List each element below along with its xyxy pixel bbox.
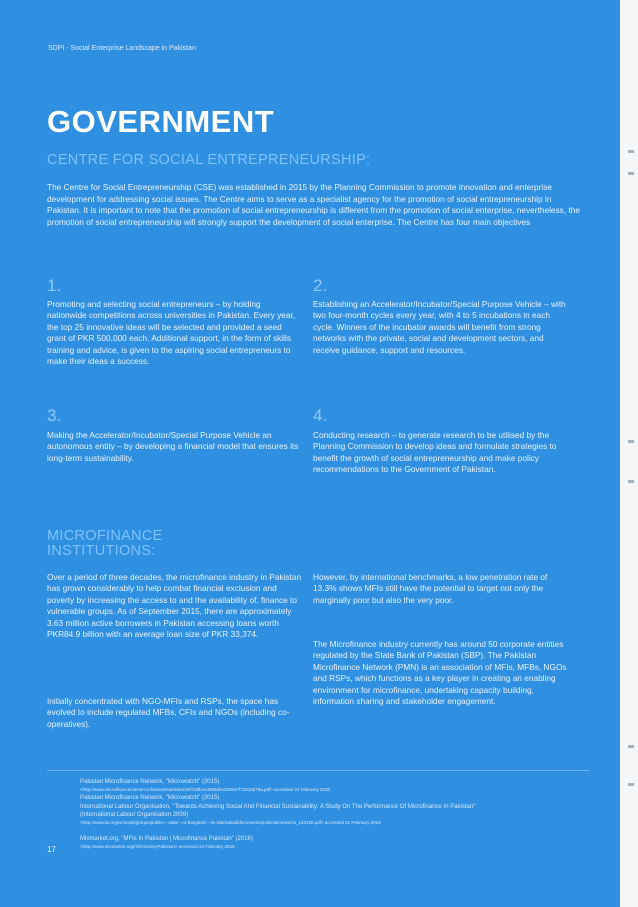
page-edge-margin [620,0,638,907]
microfinance-heading-line-2: INSTITUTIONS: [47,543,156,559]
page-number: 17 [47,845,56,854]
microfinance-left-paragraph-1: Over a period of three decades, the microfinance industry in Pakistan has grown considerably to help combat financial exclusion and poverty by increasing the access to and the availability of, finance to vulnerable groups. As of September 2015, there are approximately 3.63 million active borrowers in Pakistan accessing loans worth PKR84.9 billion with an average loan size of PKR 33,374. [47,572,302,640]
footnote-divider [47,770,589,771]
footnote-4: Mixmarket.org, "MFIs In Pakistan | Microfinance Pakistan" (2016) [80,836,253,842]
objective-text-1: Promoting and selecting social entrepreneurs – by holding nationwide competitions across universities in Pakistan. Every year, the top 25 innovative ideas will be selected and provided a seed grant of PKR 500,000 each. Additional support, in the form of skills training and advice, is given to the aspiring social entrepreneurs to make their ideas a success. [47,299,296,367]
intro-paragraph: The Centre for Social Entrepreneurship (CSE) was established in 2015 by the Planning Commission to promote innovation and enterprise development for addressing social issues. The Centre aims to serve as a specialist agency for the promotion of social entrepreneurship in Pakistan. It is important to note that the promotion of social entrepreneurship is different from the promotion of social enterprise, nevertheless, the promotion of social entrepreneurship will strongly support the development of social enterprise. The Centre has four main objectives [47,182,580,227]
footnote-4-url: <http://www.mixmarket.org/mfi/country/Pakistan> accessed 22 February 2016 [80,844,235,849]
objective-number-2: 2. [313,276,328,295]
edge-mark [628,172,634,175]
footnote-2: Pakistan Microfinance Network, "Microwatch" (2015) [80,795,220,801]
microfinance-left-paragraph-2: Initially concentrated with NGO-MFIs and RSPs, the space has evolved to include regulated MFBs, CFIs and NGOs (including co-operatives). [47,696,290,729]
objective-text-2: Establishing an Accelerator/Incubator/Special Purpose Vehicle – with two four-month cycles every year, with 4 to 5 incubations in each cycle. Winners of the incubator awards will benefit from strong networks with the private, social and development sectors, and receive guidance, support and resources. [313,299,566,355]
footnote-1-url: <http://www.microfinanceconnect.info/assets/articles/3ef7ddbce3065d4e229e47f72818d79a.pdf> accessed 22 February 2016 [80,787,330,792]
footnote-3-url: <http://www.ilo.org/wcmsp5/groups/public/---asia/---ro-bangkok/---ilo-islamabad/documents/publication/wcms_143165.pdf> accessed 22 February 2016 [80,820,381,825]
objective-text-4: Conducting research – to generate research to be utilised by the Planning Commission to develop ideas and formulate strategies to benefit the growth of social entrepreneurship and make policy recommendations to the Government of Pakistan. [313,430,557,475]
microfinance-right-paragraph-1: However, by international benchmarks, a low penetration rate of 13.3% shows MFIs still have the potential to target not only the marginally poor but also the very poor. [313,572,548,605]
edge-mark [628,745,634,748]
objective-text-3: Making the Accelerator/Incubator/Special Purpose Vehicle an autonomous entity – by developing a financial model that ensures its long-term sustainability. [47,430,299,463]
running-header: SDPI - Social Enterprise Landscape in Pakistan [48,45,196,52]
objective-number-3: 3. [47,406,62,425]
footnote-1: Pakistan Microfinance Network, "Microwatch" (2015) [80,779,220,785]
edge-mark [628,440,634,443]
edge-mark [628,150,634,153]
footnote-3: International Labour Organisation, "Towards Achieving Social And Financial Sustainability: A Study On The Performance Of Microfinance In Pakistan" (International Labour Organisation 2009) [80,804,476,818]
microfinance-heading-line-1: MICROFINANCE [47,528,163,544]
microfinance-right-paragraph-2: The Microfinance industry currently has around 50 corporate entities regulated by the State Bank of Pakistan (SBP). The Pakistan Microfinance Network (PMN) is an association of MFIs, MFBs, NGOs and RSPs, which functions as a key player in creating an enabling environment for microfinance, undertaking capacity building, information sharing and stakeholder engagement. [313,639,567,707]
objective-number-4: 4. [313,406,328,425]
section-heading-microfinance [47,529,163,559]
section-heading-cse: CENTRE FOR SOCIAL ENTREPRENEURSHIP: [47,152,371,168]
edge-mark [628,783,634,786]
objective-number-1: 1. [47,276,62,295]
page-title: GOVERNMENT [47,104,275,139]
edge-mark [628,480,634,483]
